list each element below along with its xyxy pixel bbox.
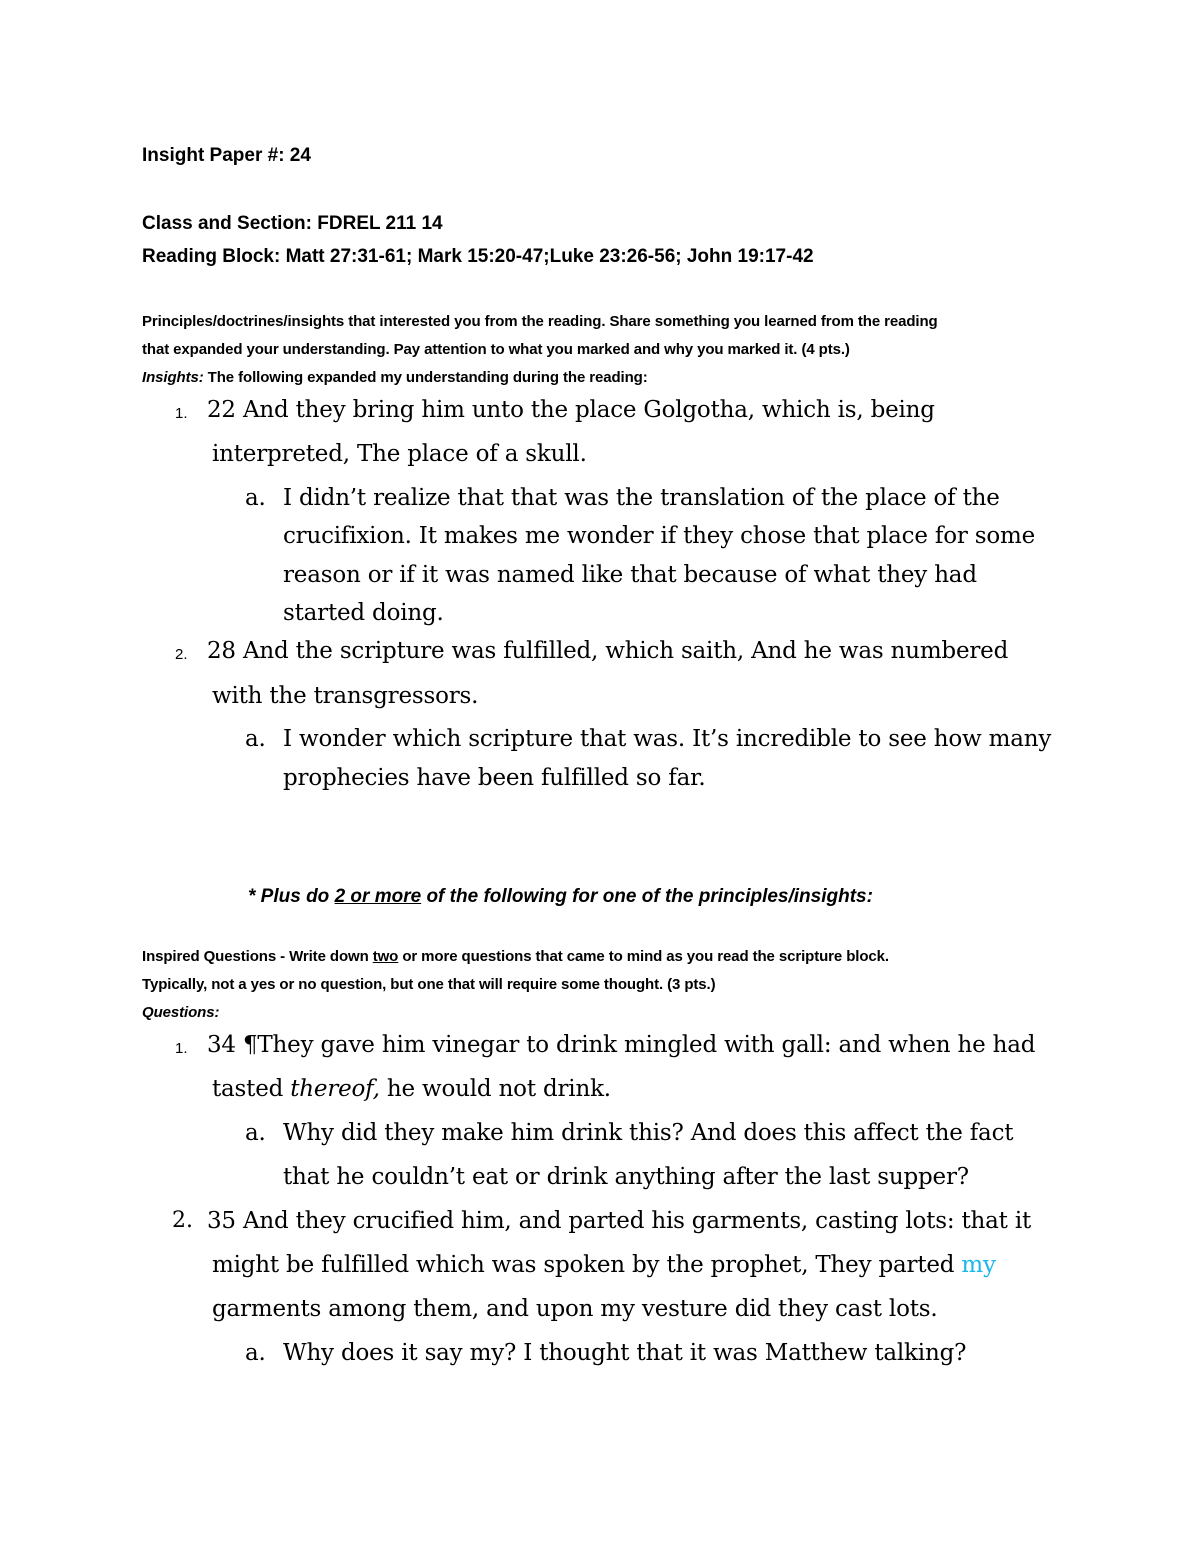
insight-2-verse-line2: with the transgressors.: [212, 683, 479, 709]
question-2-verse-line2-prefix: might be fulfilled which was spoken by the prophet, They parted: [212, 1252, 962, 1278]
insights-line: [142, 369, 648, 386]
question-1-verse-line2-italic: thereof,: [290, 1076, 380, 1102]
insights-text: The following expanded my understanding during the reading:: [203, 369, 648, 386]
principles-instruction-line1: Principles/doctrines/insights that interested you from the reading. Share something you learned from the reading: [142, 313, 938, 330]
plus-prefix: * Plus do: [248, 886, 335, 907]
plus-instruction: [248, 886, 873, 908]
questions-label: Questions:: [142, 1004, 220, 1021]
question-2-number: 2.: [172, 1208, 193, 1233]
class-section: Class and Section: FDREL 211 14: [142, 213, 443, 234]
insight-2-verse-line1: 28 And the scripture was fulfilled, which saith, And he was numbered: [207, 638, 1009, 664]
insight-2-sub-line2: prophecies have been fulfilled so far.: [283, 765, 706, 791]
question-1-verse-line2: [212, 1076, 611, 1102]
insights-label: Insights:: [142, 369, 204, 386]
insight-1-verse-line1: 22 And they bring him unto the place Golgotha, which is, being: [207, 397, 935, 423]
question-1-verse-line2-suffix: he would not drink.: [379, 1076, 611, 1102]
insight-1-verse-line2: interpreted, The place of a skull.: [212, 441, 587, 467]
questions-instruction-prefix: Inspired Questions - Write down: [142, 948, 373, 965]
question-1-number: 1.: [175, 1040, 188, 1057]
question-2-sub-line1: Why does it say my? I thought that it was Matthew talking?: [283, 1340, 967, 1366]
insight-1-sub-line2: crucifixion. It makes me wonder if they chose that place for some: [283, 523, 1036, 549]
paper-number: Insight Paper #: 24: [142, 145, 311, 166]
insight-1-sub-line3: reason or if it was named like that because of what they had: [283, 562, 977, 588]
questions-instruction-underlined: two: [372, 948, 399, 965]
insight-1-sub-line4: started doing.: [283, 600, 444, 626]
question-2-sub-letter: a.: [245, 1340, 266, 1366]
questions-instruction-line2: Typically, not a yes or no question, but one that will require some thought. (3 pts.): [142, 976, 716, 993]
question-1-sub-letter: a.: [245, 1120, 266, 1146]
questions-instruction-line1: [142, 948, 889, 965]
plus-underlined: 2 or more: [334, 886, 422, 907]
question-2-verse-line1: 35 And they crucified him, and parted his garments, casting lots: that it: [207, 1208, 1032, 1234]
principles-instruction-line2: that expanded your understanding. Pay attention to what you marked and why you marked it. (4 pts.): [142, 341, 850, 358]
question-1-sub-line1: Why did they make him drink this? And does this affect the fact: [283, 1120, 1014, 1146]
question-1-verse-line1: 34 ¶They gave him vinegar to drink mingled with gall: and when he had: [207, 1032, 1036, 1058]
plus-suffix: of the following for one of the principles/insights:: [421, 886, 873, 907]
insight-1-sub-letter: a.: [245, 485, 266, 511]
insight-1-sub-line1: I didn’t realize that that was the translation of the place of the: [283, 485, 1000, 511]
question-2-verse-line2: [212, 1252, 996, 1278]
questions-instruction-suffix: or more questions that came to mind as you read the scripture block.: [398, 948, 889, 965]
question-2-verse-line3: garments among them, and upon my vesture did they cast lots.: [212, 1296, 938, 1322]
question-2-highlight-word: my: [961, 1252, 996, 1278]
insight-2-number: 2.: [175, 646, 188, 663]
insight-2-sub-line1: I wonder which scripture that was. It’s incredible to see how many: [283, 726, 1052, 752]
insight-2-sub-letter: a.: [245, 726, 266, 752]
question-1-verse-line2-prefix: tasted: [212, 1076, 291, 1102]
reading-block: Reading Block: Matt 27:31-61; Mark 15:20-47;Luke 23:26-56; John 19:17-42: [142, 246, 814, 267]
insight-1-number: 1.: [175, 405, 188, 422]
question-1-sub-line2: that he couldn’t eat or drink anything after the last supper?: [283, 1164, 969, 1190]
